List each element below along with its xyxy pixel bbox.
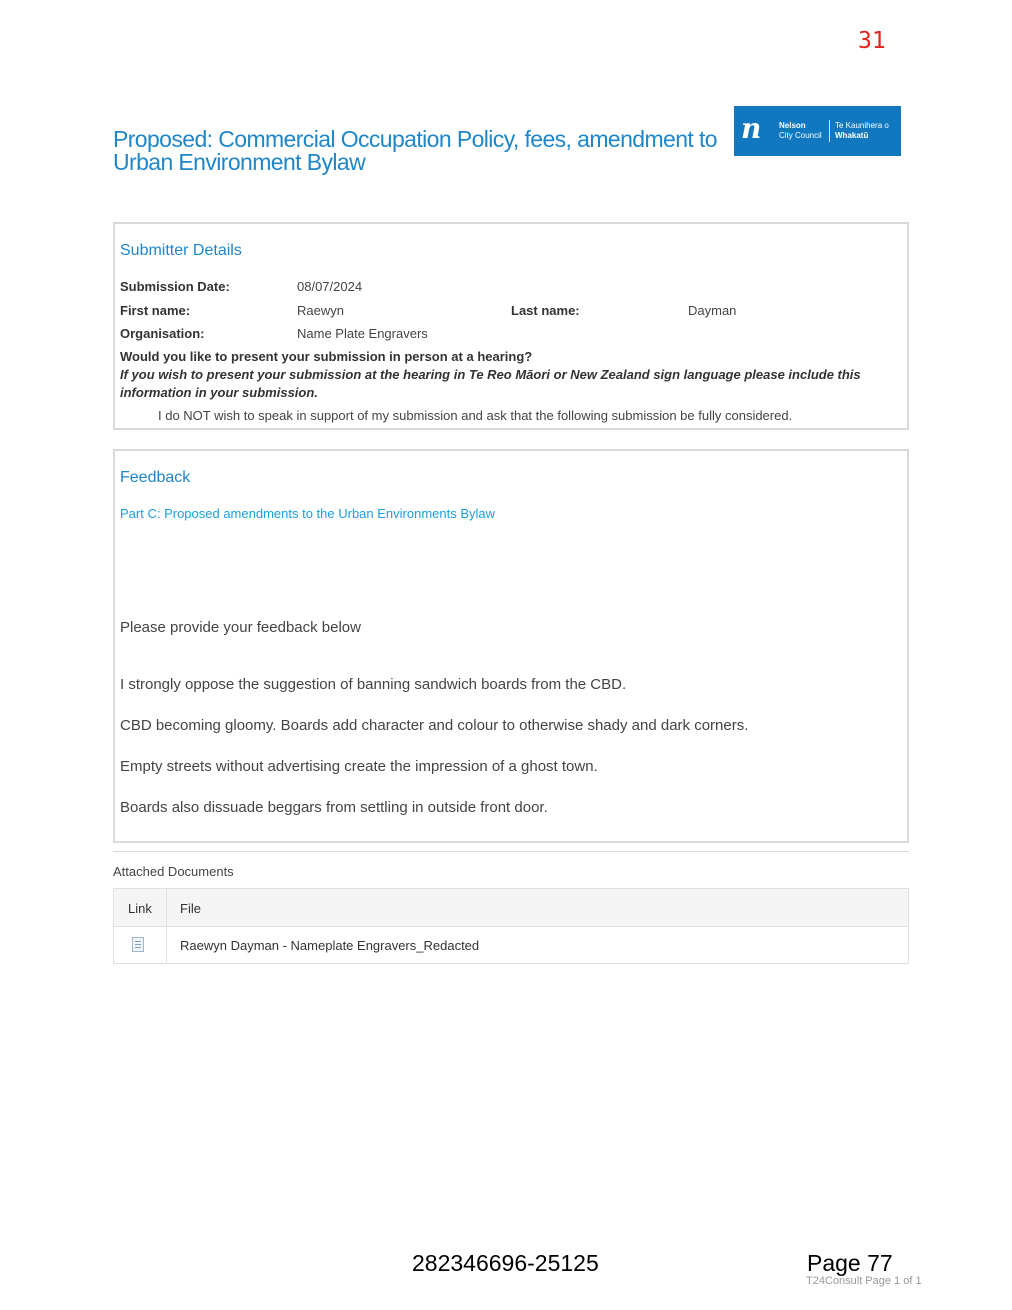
hearing-answer: I do NOT wish to speak in support of my submission and ask that the following submission be fully considered. [158, 408, 793, 423]
first-name-value: Raewyn [297, 303, 344, 318]
last-name-value: Dayman [688, 303, 737, 318]
organisation-label: Organisation: [120, 326, 205, 341]
column-header-file: File [180, 901, 201, 916]
organisation-value: Name Plate Engravers [297, 326, 428, 341]
feedback-paragraph: Boards also dissuade beggars from settling in outside front door. [120, 799, 548, 816]
feedback-heading: Feedback [120, 469, 191, 486]
feedback-prompt: Please provide your feedback below [120, 619, 361, 636]
page-number: Page 77 [807, 1250, 893, 1276]
logo-maori-name: Te Kaunihera o Whakatū [835, 121, 889, 140]
logo-english-name: Nelson City Council [779, 121, 822, 140]
submission-date-value: 08/07/2024 [297, 279, 363, 294]
logo-mark-icon: n [741, 112, 762, 145]
attachments-divider [113, 851, 909, 852]
attachment-file-name: Raewyn Dayman - Nameplate Engravers_Redacted [180, 938, 480, 953]
feedback-part-title: Part C: Proposed amendments to the Urban Environments Bylaw [120, 506, 496, 521]
system-footer-note: T24Consult Page 1 of 1 [806, 1275, 922, 1287]
document-icon[interactable] [132, 937, 144, 952]
column-separator [166, 889, 167, 963]
column-header-link: Link [128, 901, 152, 916]
submission-date-label: Submission Date: [120, 279, 230, 294]
logo-divider [829, 120, 830, 142]
document-id: 282346696-25125 [412, 1250, 599, 1276]
last-name-label: Last name: [511, 303, 580, 318]
feedback-paragraph: I strongly oppose the suggestion of banning sandwich boards from the CBD. [120, 676, 627, 693]
attachments-table [113, 888, 909, 964]
page-title: Proposed: Commercial Occupation Policy, fees, amendment to Urban Environment Bylaw [113, 126, 717, 175]
submitter-details-heading: Submitter Details [120, 242, 242, 259]
sheet-number: 31 [858, 28, 886, 54]
feedback-paragraph: CBD becoming gloomy. Boards add character and colour to otherwise shady and dark corners. [120, 717, 749, 734]
attachments-table-header [114, 889, 908, 927]
council-logo [734, 106, 901, 156]
attachments-heading: Attached Documents [113, 864, 234, 879]
feedback-paragraph: Empty streets without advertising create the impression of a ghost town. [120, 758, 598, 775]
hearing-question: Would you like to present your submission in person at a hearing? [120, 349, 533, 364]
first-name-label: First name: [120, 303, 191, 318]
hearing-note: If you wish to present your submission at the hearing in Te Reo Māori or New Zealand sign language please include this information in your submission. [120, 367, 861, 400]
